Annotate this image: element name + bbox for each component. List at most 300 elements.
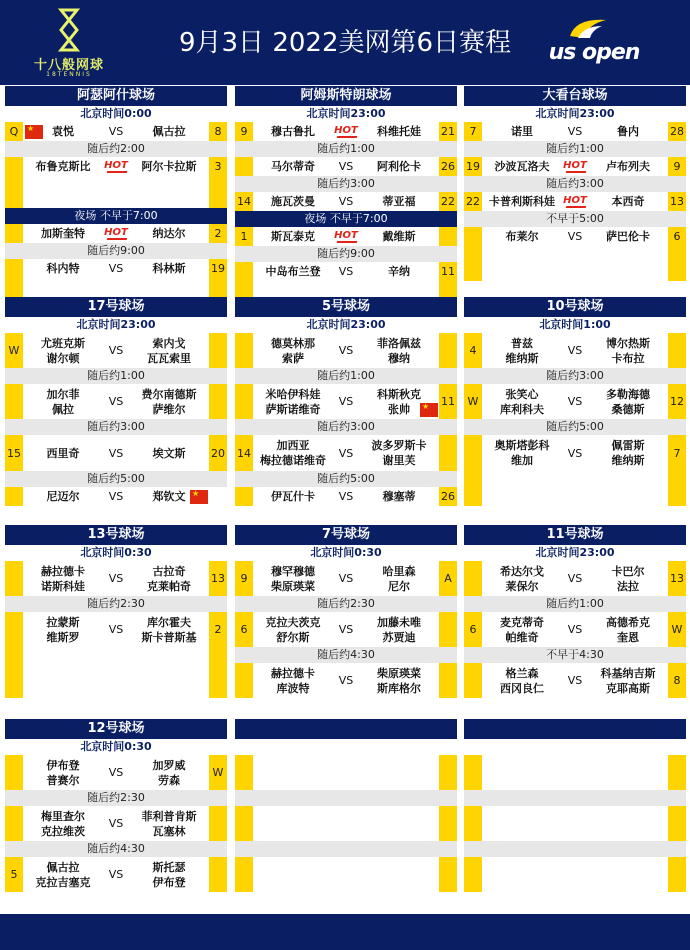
court-arthur-ashe — [5, 86, 227, 297]
seed-tag — [5, 192, 23, 208]
player-name: 苏贾迪 — [382, 630, 416, 644]
player-name: 博尔热斯 — [606, 336, 650, 350]
seed-tag — [439, 227, 457, 246]
player-name: 费尔南德斯 — [141, 387, 197, 401]
player-left: 马尔蒂奇 — [271, 160, 315, 173]
player-left: 加斯奎特 — [41, 227, 85, 240]
player-left: 斯瓦泰克 — [271, 230, 315, 243]
seed-tag: Q — [5, 122, 23, 141]
seed-tag: 22 — [464, 192, 482, 211]
player-left: 西里奇 — [46, 446, 80, 460]
start-time: 北京时间23:00 — [5, 317, 227, 333]
empty-slot — [464, 755, 686, 790]
seed-tag — [439, 435, 457, 471]
empty-slot — [5, 192, 227, 208]
seed-tag: 12 — [668, 384, 686, 419]
time-separator: 随后约5:00 — [464, 419, 686, 435]
team-left — [23, 806, 103, 841]
match-row — [235, 122, 457, 141]
team-left — [253, 333, 333, 368]
player-name: 科基纳吉斯 — [600, 666, 656, 680]
player-left: 沙波瓦洛夫 — [494, 160, 550, 173]
team-left — [253, 384, 333, 419]
seed-tag — [209, 176, 227, 192]
time-separator: 随后约3:00 — [235, 176, 457, 192]
seed-tag — [5, 647, 23, 663]
seed-tag — [668, 806, 686, 841]
team-left — [23, 384, 103, 419]
match-row — [464, 122, 686, 141]
seed-tag: A — [439, 561, 457, 596]
seed-tag — [209, 663, 227, 698]
seed-tag — [235, 806, 253, 841]
match-row — [235, 157, 457, 176]
team-left — [23, 612, 103, 647]
seed-tag: W — [668, 612, 686, 647]
seed-tag — [464, 561, 482, 596]
player-name: 西冈良仁 — [500, 681, 544, 695]
player-name: 穆罕穆德 — [271, 564, 315, 578]
vs-label: VS — [338, 446, 354, 460]
empty-slot — [464, 262, 686, 281]
team-left — [253, 435, 333, 471]
vs-label: VS — [108, 125, 124, 138]
vs-label: VS — [338, 160, 354, 173]
vs-label: VS — [108, 446, 124, 460]
player-name: 斯卡普斯基 — [141, 630, 197, 644]
player-name: 柴原瑛菜 — [377, 666, 421, 680]
team-right — [359, 612, 439, 647]
seed-tag — [235, 157, 253, 176]
seed-tag — [464, 663, 482, 698]
vs-label: VS — [567, 230, 583, 243]
match-row — [5, 122, 227, 141]
seed-tag — [5, 224, 23, 243]
match-row — [5, 857, 227, 892]
court-title — [464, 719, 686, 739]
time-separator: 随后约9:00 — [235, 246, 457, 262]
team-right — [129, 384, 209, 419]
seed-tag — [464, 262, 482, 281]
seed-tag — [439, 755, 457, 790]
player-right: 鲁内 — [617, 125, 639, 138]
team-right — [359, 435, 439, 471]
time-separator: 随后约3:00 — [235, 419, 457, 435]
court-grandstand — [464, 86, 686, 281]
logo-subtext: 18TENNIS — [46, 71, 92, 78]
seed-tag — [668, 246, 686, 262]
seed-tag: 9 — [668, 157, 686, 176]
team-right — [129, 612, 209, 647]
match-row — [235, 384, 457, 419]
team-right — [129, 857, 209, 892]
player-name: 桑德斯 — [611, 402, 645, 416]
match-row — [464, 227, 686, 246]
seed-tag — [235, 262, 253, 281]
player-left: 伊瓦什卡 — [271, 490, 315, 503]
match-row — [235, 487, 457, 506]
empty-court-block — [235, 719, 457, 892]
seed-tag — [5, 157, 23, 176]
player-left: 尼迈尔 — [46, 490, 80, 503]
seed-tag — [464, 435, 482, 471]
vs-label: VS — [567, 344, 583, 357]
seed-tag — [668, 262, 686, 281]
empty-slot — [235, 806, 457, 841]
seed-tag — [5, 806, 23, 841]
court-title: 17号球场 — [5, 297, 227, 317]
team-left — [482, 384, 562, 419]
seed-tag: 4 — [464, 333, 482, 368]
time-separator: 随后约1:00 — [235, 368, 457, 384]
team-right — [588, 435, 668, 471]
player-name: 张帅 — [388, 402, 410, 416]
time-separator — [464, 841, 686, 857]
seed-tag — [5, 612, 23, 647]
player-right: 萨巴伦卡 — [606, 230, 650, 243]
match-row — [464, 435, 686, 471]
china-flag-icon — [190, 490, 208, 504]
seed-tag: 9 — [235, 561, 253, 596]
seed-tag: 21 — [439, 122, 457, 141]
player-name: 诺斯科娃 — [41, 579, 85, 593]
player-name: 卡巴尔 — [611, 564, 645, 578]
court-title: 5号球场 — [235, 297, 457, 317]
seed-tag — [235, 333, 253, 368]
start-time — [464, 739, 686, 755]
match-row — [235, 333, 457, 368]
match-row — [5, 157, 227, 176]
seed-tag: 8 — [209, 122, 227, 141]
seed-tag: 13 — [668, 192, 686, 211]
player-name: 克拉吉塞克 — [35, 875, 91, 889]
team-right — [129, 806, 209, 841]
match-row — [464, 384, 686, 419]
vs-label: VS — [108, 868, 124, 881]
player-name: 哈里森 — [382, 564, 416, 578]
court-12 — [5, 719, 227, 892]
player-right: 蒂亚福 — [382, 195, 416, 208]
court-title: 大看台球场 — [464, 86, 686, 106]
seed-tag: 13 — [209, 561, 227, 596]
seed-tag — [439, 612, 457, 647]
player-name: 瓦瓦索里 — [147, 351, 191, 365]
team-left — [23, 857, 103, 892]
night-session-separator: 夜场 不早于7:00 — [5, 208, 227, 224]
seed-tag: 6 — [235, 612, 253, 647]
player-name: 维纳斯 — [505, 351, 539, 365]
seed-tag — [439, 806, 457, 841]
start-time: 北京时间23:00 — [235, 106, 457, 122]
match-row — [235, 561, 457, 596]
team-left — [253, 561, 333, 596]
start-time: 北京时间23:00 — [464, 545, 686, 561]
team-right — [359, 333, 439, 368]
seed-tag — [668, 755, 686, 790]
match-row — [464, 612, 686, 647]
seed-tag: 1 — [235, 227, 253, 246]
player-left: 袁悦 — [52, 125, 74, 138]
seed-tag: 7 — [464, 122, 482, 141]
hot-badge: HOT — [101, 227, 131, 239]
player-right: 穆塞蒂 — [382, 490, 416, 503]
player-name: 库波特 — [276, 681, 310, 695]
vs-label: VS — [108, 766, 124, 779]
match-row — [464, 333, 686, 368]
logo-text: 十八般网球 — [34, 58, 105, 73]
player-right: 郑钦文 — [152, 490, 186, 503]
player-right: 阿尔卡拉斯 — [141, 160, 197, 173]
player-name: 克莱帕奇 — [147, 579, 191, 593]
vs-label: VS — [567, 623, 583, 636]
player-name: 科斯秋克 — [377, 387, 421, 401]
time-separator: 随后约1:00 — [464, 141, 686, 157]
team-left — [482, 333, 562, 368]
seed-tag — [5, 487, 23, 506]
seed-tag — [209, 487, 227, 506]
player-name: 萨维尔 — [152, 402, 186, 416]
court-title: 7号球场 — [235, 525, 457, 545]
match-row — [235, 262, 457, 281]
empty-slot — [5, 278, 227, 297]
seed-tag: 6 — [464, 612, 482, 647]
empty-slot — [235, 857, 457, 892]
match-row — [464, 663, 686, 698]
vs-label: VS — [108, 572, 124, 585]
seed-tag: W — [209, 755, 227, 790]
start-time: 北京时间23:00 — [464, 106, 686, 122]
time-separator: 随后约3:00 — [5, 419, 227, 435]
player-right: 科林斯 — [152, 262, 186, 275]
empty-slot — [464, 487, 686, 506]
match-row — [235, 612, 457, 647]
vs-label: VS — [338, 623, 354, 636]
vs-label: VS — [338, 572, 354, 585]
match-row — [5, 755, 227, 790]
team-left — [482, 612, 562, 647]
court-17 — [5, 297, 227, 506]
china-flag-icon — [420, 403, 438, 417]
seed-tag: 20 — [209, 435, 227, 471]
seed-tag: 26 — [439, 157, 457, 176]
player-name: 帕维奇 — [505, 630, 539, 644]
player-name: 赫拉德卡 — [271, 666, 315, 680]
seed-tag — [5, 384, 23, 419]
player-name: 梅里查尔 — [41, 809, 85, 823]
seed-tag: 2 — [209, 612, 227, 647]
seed-tag: 13 — [668, 561, 686, 596]
vs-label: VS — [567, 446, 583, 460]
player-name: 多勒海德 — [606, 387, 650, 401]
player-name: 穆纳 — [388, 351, 410, 365]
player-right: 戴维斯 — [382, 230, 416, 243]
team-left — [482, 435, 562, 471]
player-name: 斯托瑟 — [152, 860, 186, 874]
seed-tag: 6 — [668, 227, 686, 246]
seed-tag — [5, 755, 23, 790]
empty-slot — [235, 755, 457, 790]
court-5 — [235, 297, 457, 506]
hot-badge: HOT — [560, 160, 590, 172]
time-separator: 随后约1:00 — [5, 368, 227, 384]
time-separator: 随后约5:00 — [235, 471, 457, 487]
player-name: 菲利普肯斯 — [141, 809, 197, 823]
team-left — [253, 663, 333, 698]
seed-tag — [464, 471, 482, 487]
player-name: 斯库格尔 — [377, 681, 421, 695]
player-name: 奎恩 — [617, 630, 639, 644]
seed-tag: 19 — [209, 259, 227, 278]
player-name: 伊布登 — [46, 758, 80, 772]
court-13 — [5, 525, 227, 698]
player-name: 奥斯塔彭科 — [494, 439, 550, 452]
seed-tag — [235, 487, 253, 506]
empty-slot — [5, 176, 227, 192]
player-name: 佩拉 — [52, 402, 74, 416]
player-name: 张笑心 — [505, 387, 539, 401]
seed-tag — [439, 857, 457, 892]
match-row — [5, 487, 227, 506]
court-title: 阿瑟阿什球场 — [5, 86, 227, 106]
player-left: 诺里 — [511, 125, 533, 138]
team-left — [482, 663, 562, 698]
player-name: 德莫林那 — [271, 336, 315, 350]
player-left: 中岛布兰登 — [265, 265, 321, 278]
team-right — [359, 663, 439, 698]
court-11 — [464, 525, 686, 698]
player-name: 克拉夫茨克 — [265, 615, 321, 629]
vs-label: VS — [338, 674, 354, 687]
player-name: 法拉 — [617, 579, 639, 593]
vs-label: VS — [108, 490, 124, 503]
seed-tag: 19 — [464, 157, 482, 176]
court-armstrong — [235, 86, 457, 300]
player-name: 维纳斯 — [611, 454, 645, 467]
time-separator: 不早于4:30 — [464, 647, 686, 663]
player-right: 埃文斯 — [152, 446, 186, 460]
player-right: 阿利伦卡 — [377, 160, 421, 173]
player-name: 谢里芙 — [382, 454, 416, 467]
player-left: 布莱尔 — [505, 230, 539, 243]
time-separator: 随后约4:30 — [235, 647, 457, 663]
player-left: 布鲁克斯比 — [35, 160, 91, 173]
seed-tag — [235, 384, 253, 419]
player-right: 辛纳 — [388, 265, 410, 278]
seed-tag — [5, 176, 23, 192]
vs-label: VS — [338, 490, 354, 503]
player-name: 维斯罗 — [46, 630, 80, 644]
player-name: 克拉维茨 — [41, 824, 85, 838]
player-name: 索内戈 — [152, 336, 186, 350]
seed-tag — [439, 333, 457, 368]
seed-tag: 26 — [439, 487, 457, 506]
start-time: 北京时间0:30 — [5, 739, 227, 755]
player-name: 梅拉德诺维奇 — [260, 454, 326, 467]
empty-court-block — [464, 719, 686, 892]
match-row — [5, 806, 227, 841]
hot-badge: HOT — [560, 195, 590, 207]
player-name: 古拉奇 — [152, 564, 186, 578]
seed-tag — [668, 487, 686, 506]
seed-tag — [464, 227, 482, 246]
player-name: 加尔菲 — [46, 387, 80, 401]
player-name: 谢尔顿 — [46, 351, 80, 365]
seed-tag: 9 — [235, 122, 253, 141]
time-separator: 随后约2:30 — [235, 596, 457, 612]
match-row — [235, 663, 457, 698]
match-row — [235, 192, 457, 211]
team-left — [23, 755, 103, 790]
player-name: 加藤未唯 — [377, 615, 421, 629]
player-name: 米哈伊科娃 — [265, 387, 321, 401]
player-name: 克耶高斯 — [606, 681, 650, 695]
start-time: 北京时间0:00 — [5, 106, 227, 122]
match-row — [464, 157, 686, 176]
seed-tag — [209, 278, 227, 297]
player-left: 施瓦茨曼 — [271, 195, 315, 208]
match-row — [235, 227, 457, 246]
court-10 — [464, 297, 686, 506]
vs-label: VS — [108, 817, 124, 830]
time-separator: 随后约2:30 — [5, 790, 227, 806]
vs-label: VS — [108, 395, 124, 408]
vs-label: VS — [567, 674, 583, 687]
player-right: 本西奇 — [611, 195, 645, 208]
player-name: 舒尔斯 — [276, 630, 310, 644]
seed-tag: 14 — [235, 192, 253, 211]
player-name: 普兹 — [511, 336, 533, 350]
seed-tag: 3 — [209, 157, 227, 176]
court-7 — [235, 525, 457, 698]
empty-slot — [5, 647, 227, 663]
seed-tag — [209, 384, 227, 419]
seed-tag — [209, 857, 227, 892]
time-separator: 随后约1:00 — [235, 141, 457, 157]
seed-tag: 11 — [439, 384, 457, 419]
seed-tag: 15 — [5, 435, 23, 471]
player-name: 萨斯诺维奇 — [265, 402, 321, 416]
player-name: 柴原瑛菜 — [271, 579, 315, 593]
time-separator: 随后约1:00 — [464, 596, 686, 612]
start-time: 北京时间1:00 — [464, 317, 686, 333]
seed-tag — [209, 806, 227, 841]
header-banner — [0, 0, 690, 85]
seed-tag — [464, 246, 482, 262]
match-row — [5, 612, 227, 647]
seed-tag — [464, 487, 482, 506]
match-row — [464, 192, 686, 211]
vs-label: VS — [108, 623, 124, 636]
match-row — [464, 561, 686, 596]
seed-tag — [209, 647, 227, 663]
court-title — [235, 719, 457, 739]
seed-tag: 11 — [439, 262, 457, 281]
seed-tag: 22 — [439, 192, 457, 211]
team-right — [588, 612, 668, 647]
empty-slot — [464, 471, 686, 487]
team-right — [588, 663, 668, 698]
match-row — [5, 224, 227, 243]
player-name: 卡布拉 — [611, 351, 645, 365]
team-left — [23, 561, 103, 596]
match-row — [5, 384, 227, 419]
court-title: 阿姆斯特朗球场 — [235, 86, 457, 106]
court-title: 12号球场 — [5, 719, 227, 739]
player-name: 高德希克 — [606, 615, 650, 629]
player-name: 赫拉德卡 — [41, 564, 85, 578]
time-separator — [235, 841, 457, 857]
start-time: 北京时间0:30 — [5, 545, 227, 561]
